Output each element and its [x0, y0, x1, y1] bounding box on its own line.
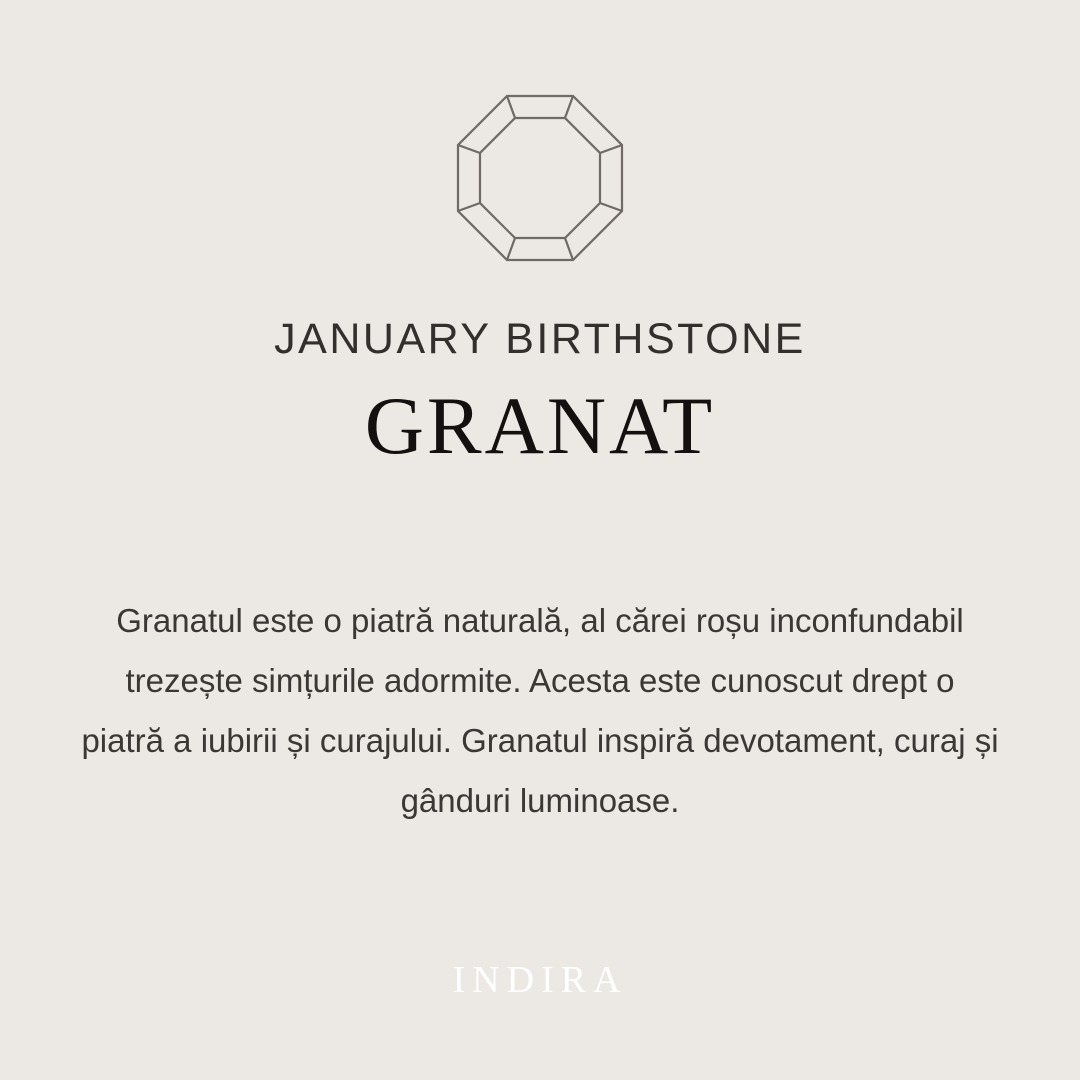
octagon-gemstone-icon [450, 88, 630, 268]
eyebrow-text: JANUARY BIRTHSTONE [274, 315, 806, 363]
description-text: Granatul este o piatră naturală, al cărei roșu inconfundabil trezește simțurile adormite. Acesta este cunoscut drept o piatră a iubirii și curajului. Granatul inspiră devotament, curaj și gânduri luminoase. [81, 602, 999, 820]
brand-wordmark: INDIRA [452, 959, 628, 1001]
page-title: GRANAT [364, 380, 716, 471]
